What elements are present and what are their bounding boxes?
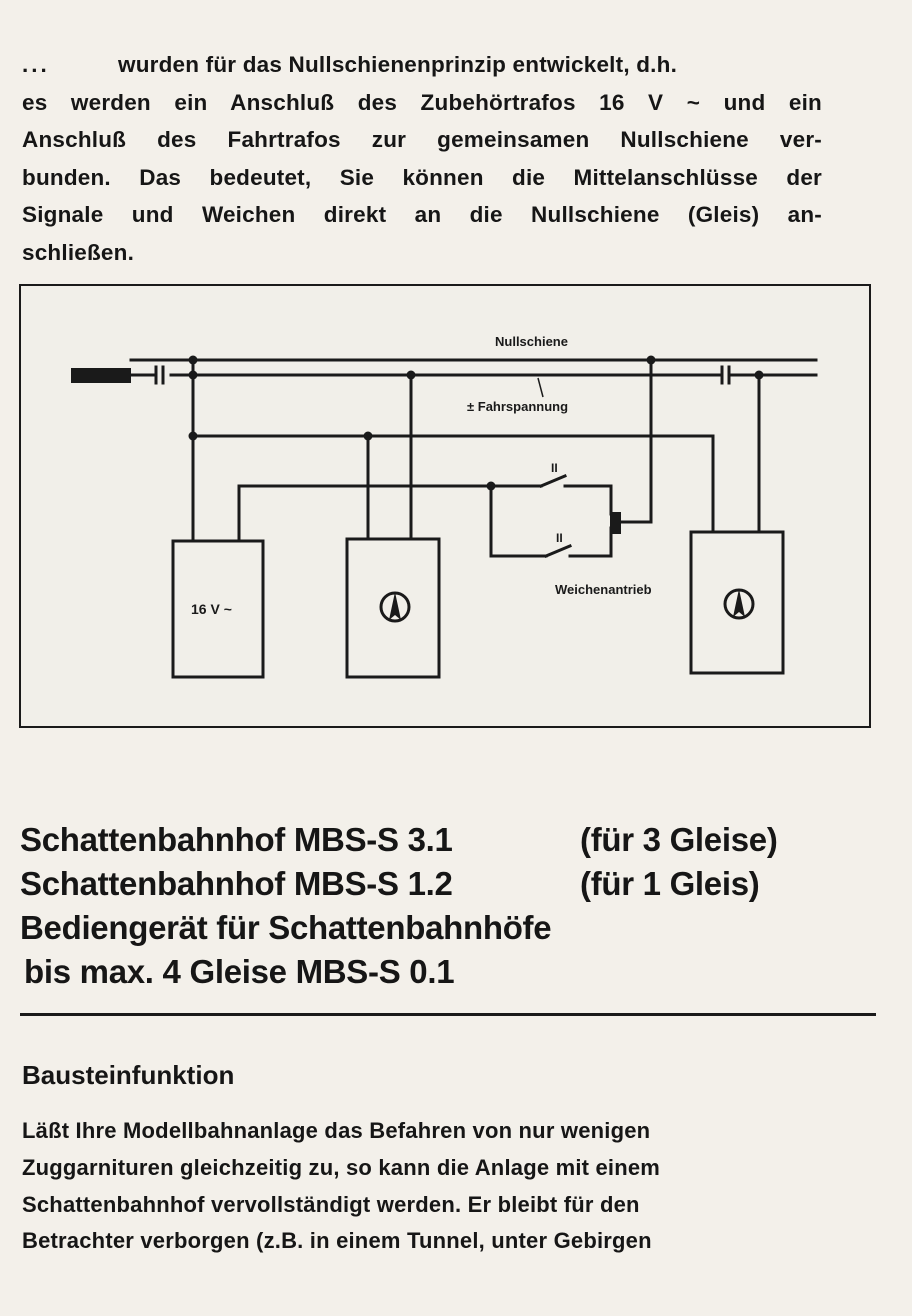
- intro-line-4: bunden. Das bedeutet, Sie können die Mittelanschlüsse der: [22, 164, 822, 190]
- section-paragraph: [22, 1113, 842, 1260]
- section-line-1: Läßt Ihre Modellbahnanlage das Befahren von nur wenigen: [22, 1118, 651, 1143]
- intro-line-1: ... wurden für das Nullschienenprinzip entwickelt, d.h.: [22, 46, 822, 84]
- label-trafo: 16 V ~: [191, 601, 232, 617]
- section-divider: [20, 1013, 876, 1016]
- lead-ellipsis: ...: [22, 52, 50, 77]
- switch-upper: [541, 476, 565, 486]
- intro-paragraph: [22, 46, 822, 272]
- section-line-3: Schattenbahnhof vervollständigt werden. Er bleibt für den: [22, 1191, 640, 1217]
- wiring-diagram: [19, 284, 871, 728]
- product-row: [20, 818, 880, 862]
- switch-label-upper: II: [551, 461, 558, 475]
- intro-line-3: Anschluß des Fahrtrafos zur gemeinsamen Nullschiene ver-: [22, 127, 822, 153]
- label-fahrspannung: ± Fahrspannung: [467, 399, 569, 414]
- intro-line-5: Signale und Weichen direkt an die Nullschiene (Gleis) an-: [22, 202, 822, 228]
- product-row: [20, 862, 880, 906]
- weichenantrieb-coil: [610, 512, 621, 534]
- product-name: Schattenbahnhof MBS-S 1.2: [20, 865, 453, 902]
- product-name: Schattenbahnhof MBS-S 3.1: [20, 821, 453, 858]
- section-line-2: Zuggarnituren gleichzeitig zu, so kann die Anlage mit einem: [22, 1154, 661, 1180]
- label-nullschiene: Nullschiene: [495, 334, 568, 349]
- switch-label-lower: II: [556, 531, 563, 545]
- product-list: [20, 818, 880, 994]
- switch-lower: [546, 546, 570, 556]
- section-line-4: Betrachter verborgen (z.B. in einem Tunnel, unter Gebirgen: [22, 1228, 652, 1254]
- label-weichenantrieb: Weichenantrieb: [555, 582, 652, 597]
- section-heading: Bausteinfunktion: [22, 1060, 235, 1090]
- rail-end-block: [71, 368, 131, 383]
- product-note: (für 3 Gleise): [580, 821, 778, 858]
- product-extra-line-1: Bediengerät für Schattenbahnhöfe: [20, 909, 552, 946]
- product-extra-line-2: bis max. 4 Gleise MBS-S 0.1: [24, 953, 455, 990]
- intro-line-2: es werden ein Anschluß des Zubehörtrafos 16 V ~ und ein: [22, 89, 822, 115]
- wiring-diagram-svg: [21, 286, 869, 726]
- intro-line-6: schließen.: [22, 239, 135, 265]
- product-note: (für 1 Gleis): [580, 865, 760, 902]
